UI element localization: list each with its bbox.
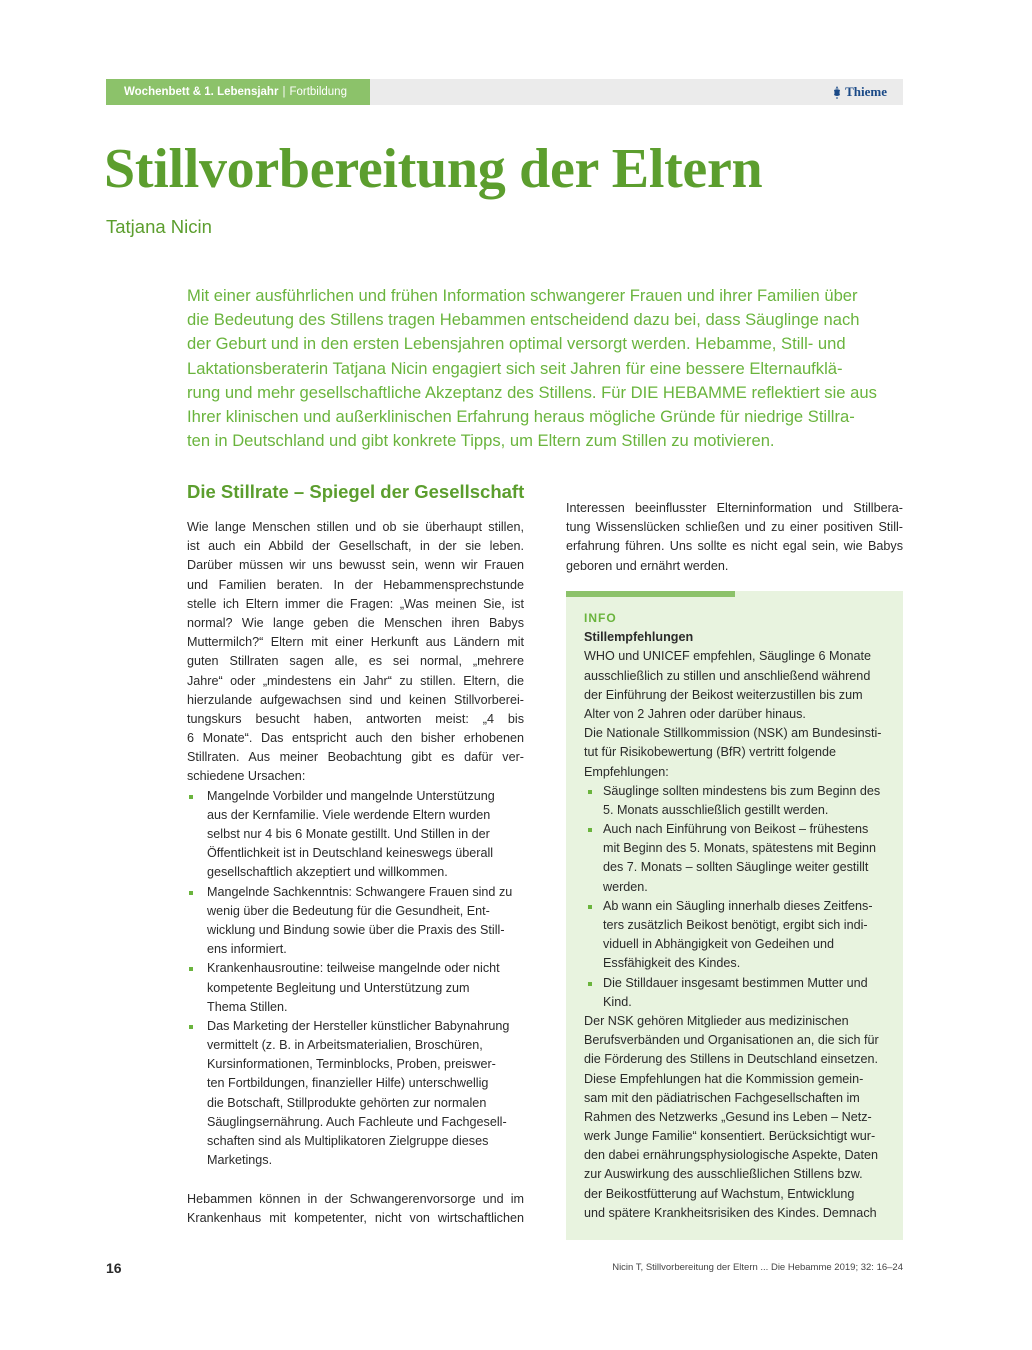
lead-line: die Bedeutung des Stillens tragen Hebammen entscheidend dazu bei, dass Säuglinge nach — [187, 310, 860, 330]
body-line: guten Stillraten sagen alle, es sei normal, „mehrere — [187, 654, 524, 669]
info-line: zur Auswirkung des ausschließlichen Stillens bzw. — [584, 1167, 863, 1182]
list-item-line: Das Marketing der Hersteller künstlicher Babynahrung — [207, 1018, 510, 1033]
closing-paragraph — [187, 1190, 524, 1228]
info-label: INFO — [584, 611, 617, 625]
body-line: tungskurs besucht haben, antworten meist: „4 bis — [187, 711, 524, 726]
info-line: Empfehlungen: — [584, 764, 669, 779]
list-item-line: die Botschaft, Stillprodukte gehörten zur normalen — [207, 1095, 487, 1110]
info-line: den dabei ernährungsphysiologische Aspekte, Daten — [584, 1148, 879, 1163]
list-item — [584, 897, 888, 974]
body-line: 6 Monate“. Das entspricht auch den bisher erhobenen — [187, 731, 524, 746]
list-item — [187, 1017, 524, 1171]
lead-line: Ihrer klinischen und außerklinischen Erfahrung heraus mögliche Gründe für niedrige Stillra- — [187, 407, 855, 427]
info-line: der Einführung der Beikost weiterzustillen bis zum — [584, 687, 863, 702]
list-item-line: 5. Monats ausschließlich gestillt werden. — [603, 802, 829, 817]
article-title: Stillvorbereitung der Eltern — [104, 138, 763, 200]
info-line: und spätere Krankheitsrisiken des Kindes. Demnach — [584, 1205, 877, 1220]
section-category: Fortbildung — [289, 86, 347, 98]
list-item-line: ten Fortbildungen, finanzieller Hilfe) unterschwellig — [207, 1076, 489, 1091]
list-item-line: Mangelnde Vorbilder und mangelnde Unterstützung — [207, 788, 495, 803]
list-item-line: Säuglinge sollten mindestens bis zum Beginn des — [603, 783, 881, 798]
list-item-line: Säuglingsernährung. Auch Fachleute und Fachgesell- — [207, 1114, 507, 1129]
body-line: und Familien beraten. In der Hebammensprechstunde — [187, 577, 524, 592]
list-item — [584, 974, 888, 1012]
list-item — [187, 959, 524, 1017]
info-line: der Beikostfütterung auf Wachstum, Entwicklung — [584, 1186, 855, 1201]
list-item-line: Die Stilldauer insgesamt bestimmen Mutter und — [603, 975, 868, 990]
info-line: Alter von 2 Jahren oder darüber hinaus. — [584, 706, 806, 721]
body-line: Muttermilch?“ Eltern mit einer Herkunft aus Ländern mit — [187, 635, 524, 650]
list-item-line: Mangelnde Sachkenntnis: Schwangere Frauen sind zu — [207, 884, 513, 899]
footer-citation: Nicin T, Stillvorbereitung der Eltern ... Die Hebamme 2019; 32: 16–24 — [612, 1262, 903, 1273]
bullet-square-icon — [189, 967, 193, 971]
bullet-square-icon — [189, 1025, 193, 1029]
paragraph-gap — [187, 1170, 524, 1189]
list-item — [187, 883, 524, 960]
list-item-line: selbst nur 4 bis 6 Monate gestillt. Und Stillen in der — [207, 827, 490, 841]
list-item-line: Kind. — [603, 994, 632, 1009]
info-line: Der NSK gehören Mitglieder aus medizinischen — [584, 1013, 849, 1028]
body-line: Interessen beeinflusster Elterninformation und Stillbera- — [566, 501, 903, 515]
list-item-line: Thema Stillen. — [207, 999, 288, 1014]
section-tag — [106, 79, 370, 105]
body-line: tung Wissenslücken schließen und zu einer positiven Still- — [566, 520, 903, 535]
info-intro — [584, 647, 888, 781]
body-line: Jahre“ oder „mindestens ein Jahr“ zu stillen. Eltern, die — [187, 673, 524, 688]
bullet-square-icon — [189, 891, 193, 895]
list-item-line: vermittelt (z. B. in Arbeitsmaterialien, Broschüren, — [207, 1038, 483, 1053]
header-bar — [106, 79, 903, 105]
thieme-logo-icon — [832, 86, 842, 99]
body-line: Wie lange Menschen stillen und ob sie überhaupt stillen, — [187, 520, 524, 534]
lead-line: Laktationsberaterin Tatjana Nicin engagiert sich seit Jahren für eine bessere Elternaufklä- — [187, 358, 843, 378]
list-item-line: wenig über die Bedeutung für die Gesundheit, Ent- — [207, 903, 490, 918]
body-line: Hebammen können in der Schwangerenvorsorge und im — [187, 1191, 524, 1206]
body-line: Stillraten. Aus meiner Beobachtung gibt es dafür ver- — [187, 750, 524, 765]
right-column — [566, 499, 903, 576]
lead-line: rung und mehr gesellschaftliche Akzeptanz des Stillens. Für DIE HEBAMME reflektiert sie aus — [187, 382, 877, 402]
info-line: ausschließlich zu stillen und anschließend während — [584, 668, 871, 683]
recommendations-list — [584, 782, 888, 1012]
info-box — [566, 591, 903, 1240]
info-line: Berufsverbänden und Organisationen an, die sich für — [584, 1033, 879, 1048]
info-content — [584, 609, 888, 1223]
body-line: Krankenhaus mit kompetenter, nicht von wirtschaftlichen — [187, 1210, 524, 1225]
body-line: hierzulande aufgewachsen sind und keinen Stillvorberei- — [187, 692, 524, 707]
body-line: ist auch ein Abbild der Gesellschaft, in der sie leben. — [187, 539, 524, 554]
article-author: Tatjana Nicin — [106, 216, 212, 237]
list-item — [187, 787, 524, 883]
info-line: Die Nationale Stillkommission (NSK) am Bundesinsti- — [584, 726, 882, 741]
section-heading: Die Stillrate – Spiegel der Gesellschaft — [187, 481, 525, 502]
causes-list — [187, 787, 524, 1171]
page-number: 16 — [106, 1260, 122, 1276]
list-item-line: Auch nach Einführung von Beikost – frühestens — [603, 822, 869, 837]
list-item-line: mit Beginn des 5. Monats, spätestens mit Beginn — [603, 841, 877, 856]
info-line: die Förderung des Stillens in Deutschland einsetzen. — [584, 1052, 879, 1067]
left-column — [187, 518, 524, 1228]
info-line: Diese Empfehlungen hat die Kommission gemein- — [584, 1071, 864, 1086]
info-heading: Stillempfehlungen — [584, 630, 694, 645]
list-item-line: viduell in Abhängigkeit von Gedeihen und — [603, 937, 835, 952]
list-item-line: Marketings. — [207, 1153, 273, 1168]
bullet-square-icon — [588, 905, 592, 909]
info-outro — [584, 1012, 888, 1223]
body-line: erfahrung führen. Uns sollte es nicht egal sein, wie Babys — [566, 539, 903, 554]
list-item-line: wicklung und Bindung sowie über die Praxis des Still- — [207, 922, 505, 937]
list-item-line: ens informiert. — [207, 942, 287, 957]
info-line: WHO und UNICEF empfehlen, Säuglinge 6 Monate — [584, 649, 871, 664]
right-paragraph — [566, 499, 903, 576]
list-item-line: Essfähigkeit des Kindes. — [603, 956, 741, 971]
left-paragraph — [187, 518, 524, 787]
list-item-line: gesellschaftlich akzeptiert und willkommen. — [207, 865, 448, 880]
brand-name: Thieme — [845, 84, 887, 99]
list-item-line: Kursinformationen, Terminblocks, Proben, preiswer- — [207, 1057, 496, 1072]
bullet-square-icon — [588, 790, 592, 794]
lead-paragraph — [187, 284, 903, 453]
info-line: sam mit den pädiatrischen Fachgesellschaften im — [584, 1090, 860, 1105]
body-line: Darüber müssen wir uns bewusst sein, wenn wir Frauen — [187, 558, 524, 573]
info-line: werk Junge Familie“ konsentiert. Berücksichtigt wur- — [584, 1129, 876, 1144]
info-accent-bar — [566, 591, 735, 597]
lead-line: ten in Deutschland und gibt konkrete Tipps, um Eltern zum Stillen zu motivieren. — [187, 431, 775, 451]
lead-line: Mit einer ausführlichen und frühen Information schwangerer Frauen und ihrer Familien über — [187, 286, 858, 305]
list-item-line: des 7. Monats – sollten Säuglinge weiter gestillt — [603, 860, 869, 875]
body-line: schiedene Ursachen: — [187, 769, 306, 784]
body-line: stelle ich Eltern immer die Fragen: „Was meinen Sie, ist — [187, 596, 524, 611]
bullet-square-icon — [588, 828, 592, 832]
section-name: Wochenbett & 1. Lebensjahr — [124, 86, 279, 98]
publisher-brand — [832, 79, 887, 105]
list-item-line: aus der Kernfamilie. Viele werdende Eltern wurden — [207, 807, 491, 822]
list-item-line: schaften sind als Multiplikatoren Zielgruppe dieses — [207, 1134, 489, 1148]
section-separator: | — [282, 86, 286, 98]
body-line: normal? Wie lange geben die Menschen ihren Babys — [187, 615, 524, 630]
list-item-line: Öffentlichkeit ist in Deutschland keineswegs überall — [207, 846, 494, 861]
bullet-square-icon — [189, 795, 193, 799]
list-item-line: Krankenhausroutine: teilweise mangelnde oder nicht — [207, 961, 500, 976]
body-line: geboren und ernährt werden. — [566, 558, 729, 573]
info-line: Rahmen des Netzwerks „Gesund ins Leben – Netz- — [584, 1109, 872, 1124]
lead-line: der Geburt und in den ersten Lebensjahren optimal versorgt werden. Hebamme, Still- und — [187, 334, 846, 354]
list-item-line: Ab wann ein Säugling innerhalb dieses Zeitfens- — [603, 898, 873, 913]
list-item — [584, 782, 888, 820]
list-item-line: kompetente Begleitung und Unterstützung zum — [207, 980, 470, 995]
bullet-square-icon — [588, 982, 592, 986]
info-line: tut für Risikobewertung (BfR) vertritt folgende — [584, 745, 836, 760]
list-item-line: ters zusätzlich Beikost benötigt, ergibt sich indi- — [603, 918, 868, 932]
list-item — [584, 820, 888, 897]
list-item-line: werden. — [603, 879, 648, 894]
